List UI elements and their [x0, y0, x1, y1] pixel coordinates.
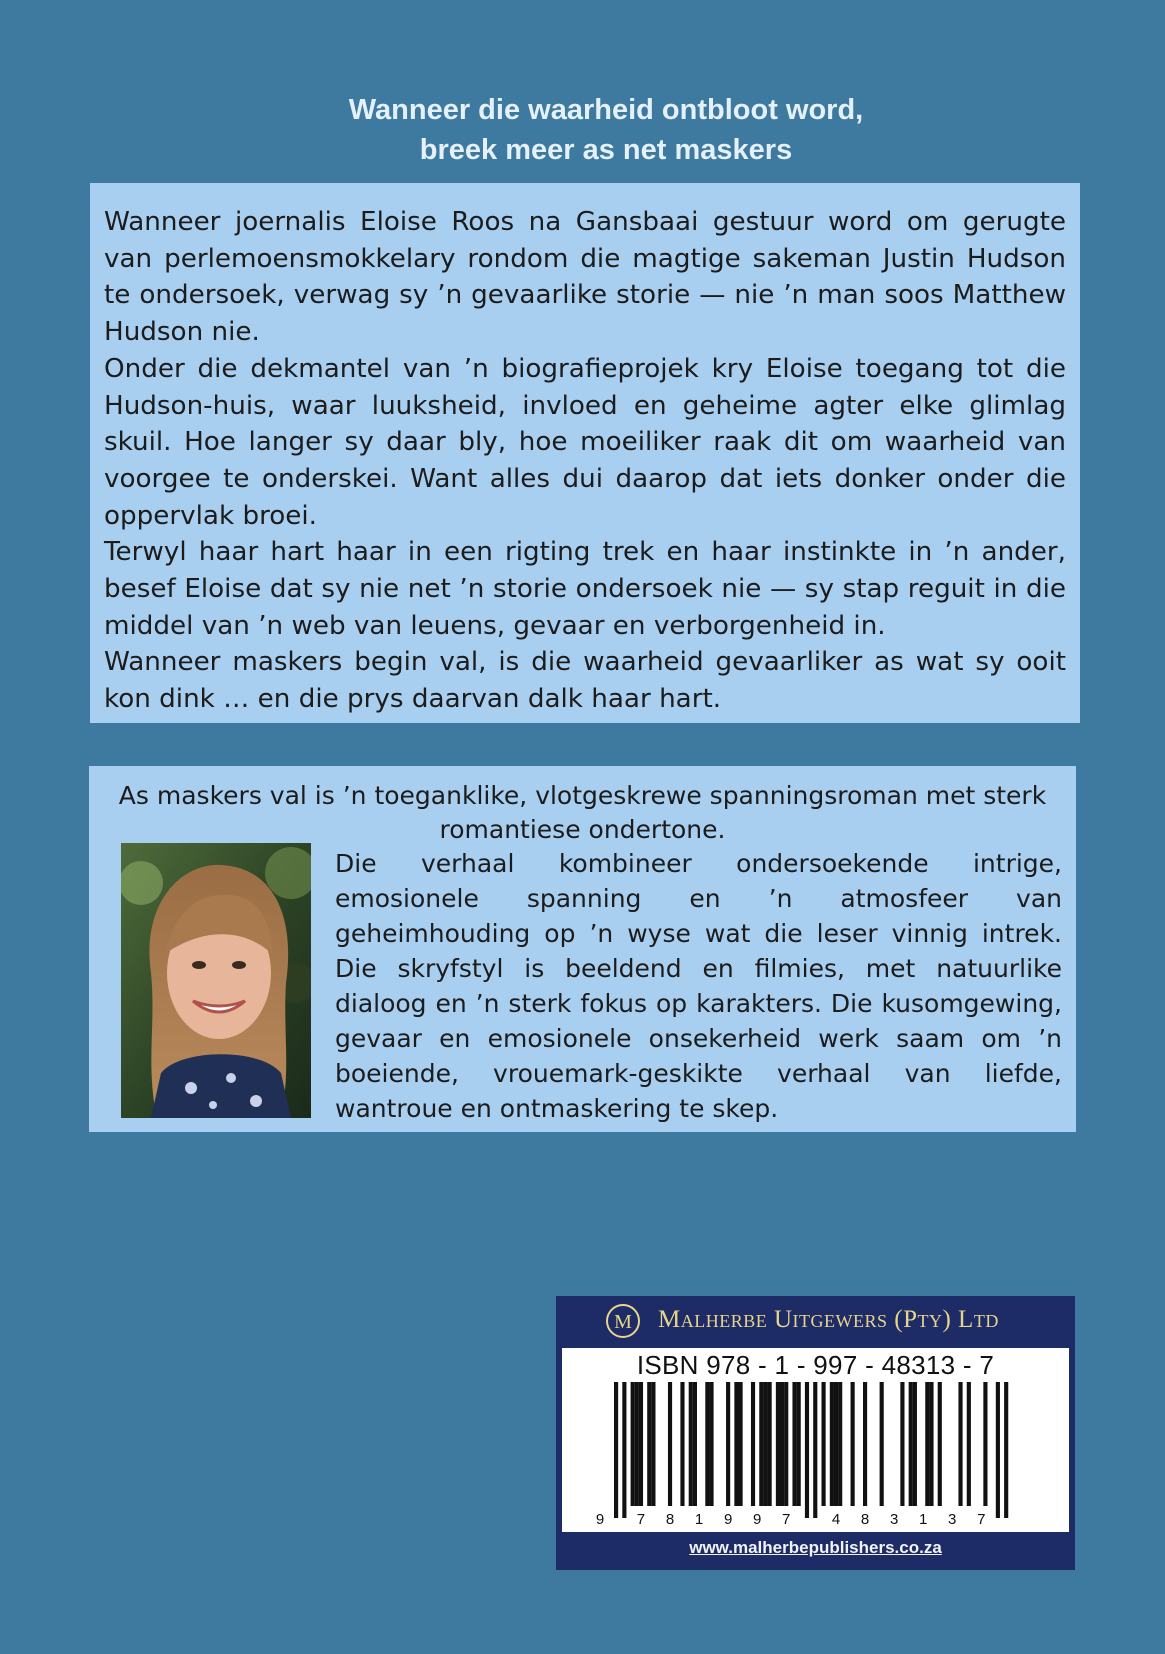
barcode-digit: 3: [889, 1511, 899, 1528]
barcode-bar: [851, 1382, 855, 1506]
publisher-website-link[interactable]: www.malherbepublishers.co.za: [689, 1538, 942, 1557]
barcode-bar: [913, 1382, 917, 1506]
barcode-bar: [693, 1382, 697, 1506]
barcode-bar: [863, 1382, 867, 1506]
barcode-bar: [639, 1382, 643, 1506]
review-lead: As maskers val is ’n toeganklike, vlotgeskrewe spanningsroman met sterk romantiese ondertone.: [118, 781, 1047, 844]
barcode-bar: [768, 1382, 772, 1506]
review-panel: [89, 766, 1076, 1132]
publisher-logo-icon: [606, 1304, 640, 1338]
review-body: Die verhaal kombineer ondersoekende intrige, emosionele spanning en ’n atmosfeer van geheimhouding op ’n wyse wat die leser vinnig intrek. Die skryfstyl is beeldend en filmies, met natuurlike dialoog en ’n sterk fokus op karakters. Die kusomgewing, gevaar en emosionele onsekerheid werk saam om ’n boeiende, vrouemark-geskikte verhaal van liefde, wantroue en ontmaskering te skep.: [335, 849, 1062, 1123]
barcode-bar: [647, 1382, 651, 1506]
barcode-bar: [909, 1382, 913, 1506]
publisher-name: Malherbe Uitgewers (Pty) Ltd: [658, 1306, 999, 1333]
barcode-bar: [925, 1382, 929, 1506]
barcode-bar: [967, 1382, 971, 1506]
barcode-digit: 1: [919, 1511, 928, 1528]
barcode-digit: 3: [948, 1511, 957, 1528]
barcode-digit: 8: [860, 1511, 870, 1528]
tagline-line-1: Wanneer die waarheid ontbloot word,: [348, 94, 864, 126]
synopsis-panel: [90, 183, 1080, 723]
barcode-bar: [751, 1382, 755, 1506]
barcode-digit: 9: [595, 1511, 605, 1528]
barcode-bar: [631, 1382, 635, 1506]
barcode-bar: [929, 1382, 933, 1506]
barcode-bar: [830, 1382, 834, 1506]
synopsis-paragraph-4: Wanneer maskers begin val, is die waarheid gevaarliker as wat sy ooit kon dink … en die prys daarvan dalk haar hart.: [104, 647, 1066, 715]
barcode-bar: [784, 1382, 788, 1506]
barcode-digit: 4: [831, 1511, 841, 1528]
barcode-bar: [776, 1382, 780, 1506]
barcode-bar: [739, 1382, 743, 1506]
publisher-logo-letter: M: [614, 1311, 632, 1333]
barcode-digit: 9: [723, 1511, 733, 1528]
barcode-bar: [668, 1382, 672, 1506]
barcode-bar: [958, 1382, 962, 1506]
barcode-bar: [734, 1382, 738, 1506]
barcode-digit: 7: [782, 1511, 791, 1528]
barcode-bar: [705, 1382, 709, 1506]
author-portrait-image: [121, 843, 311, 1118]
publisher-header: [556, 1296, 1075, 1346]
barcode-bar: [780, 1382, 784, 1506]
barcode-bar: [996, 1382, 1000, 1518]
barcode-bar: [813, 1382, 817, 1518]
barcode-bar: [900, 1382, 904, 1506]
barcode-bar: [838, 1382, 842, 1506]
barcode-bar: [689, 1382, 693, 1506]
barcode-bar: [938, 1382, 942, 1506]
barcode-bar: [726, 1382, 730, 1506]
barcode-bar: [759, 1382, 763, 1506]
barcode-bar: [622, 1382, 626, 1518]
barcode-digit: 7: [977, 1511, 986, 1528]
synopsis-paragraph-2: Onder die dekmantel van ’n biografieprojek kry Eloise toegang tot die Hudson-huis, waar luuksheid, invloed en geheime agter elke glimlag skuil. Hoe langer sy daar bly, hoe moeiliker raak dit om waarheid van voorgee te onderskei. Want alles dui daarop dat iets donker onder die oppervlak broei.: [104, 353, 1066, 531]
synopsis-paragraph-1: Wanneer joernalis Eloise Roos na Gansbaai gestuur word om gerugte van perlemoensmokkelary rondom die magtige sakeman Justin Hudson te ondersoek, verwag sy ’n gevaarlike storie — nie ’n man soos Matthew Hudson nie.: [104, 207, 1066, 348]
barcode-bar: [834, 1382, 838, 1506]
barcode-bar: [822, 1382, 826, 1506]
barcode-bar: [792, 1382, 796, 1506]
barcode-digit: 8: [665, 1511, 675, 1528]
barcode-bar: [614, 1382, 618, 1518]
barcode-bar: [680, 1382, 684, 1506]
barcode-bar: [709, 1382, 713, 1506]
barcode-bar: [880, 1382, 884, 1506]
barcode-bar: [763, 1382, 767, 1506]
barcode-graphic: [562, 1348, 1069, 1532]
isbn-number: ISBN 978 - 1 - 997 - 48313 - 7: [636, 1350, 995, 1380]
barcode-bar: [805, 1382, 809, 1518]
tagline-line-2: breek meer as net maskers: [419, 134, 793, 166]
barcode-bar: [983, 1382, 987, 1506]
synopsis-paragraph-3: Terwyl haar hart haar in een rigting trek en haar instinkte in ’n ander, besef Eloise dat sy nie net ’n storie ondersoek nie — sy stap reguit in die middel van ’n web van leuens, gevaar en verborgenheid in.: [104, 537, 1066, 641]
barcode-digit: 1: [694, 1511, 704, 1528]
isbn-barcode: [562, 1348, 1069, 1532]
barcode-digit: 7: [636, 1511, 646, 1528]
author-photo: [121, 843, 311, 1118]
publisher-barcode-block: [556, 1296, 1075, 1570]
barcode-bar: [797, 1382, 801, 1506]
barcode-bar: [651, 1382, 655, 1506]
barcode-bar: [635, 1382, 639, 1506]
back-cover-tagline: [0, 90, 1165, 170]
barcode-bar: [1004, 1382, 1008, 1518]
barcode-digit: 9: [753, 1511, 762, 1528]
